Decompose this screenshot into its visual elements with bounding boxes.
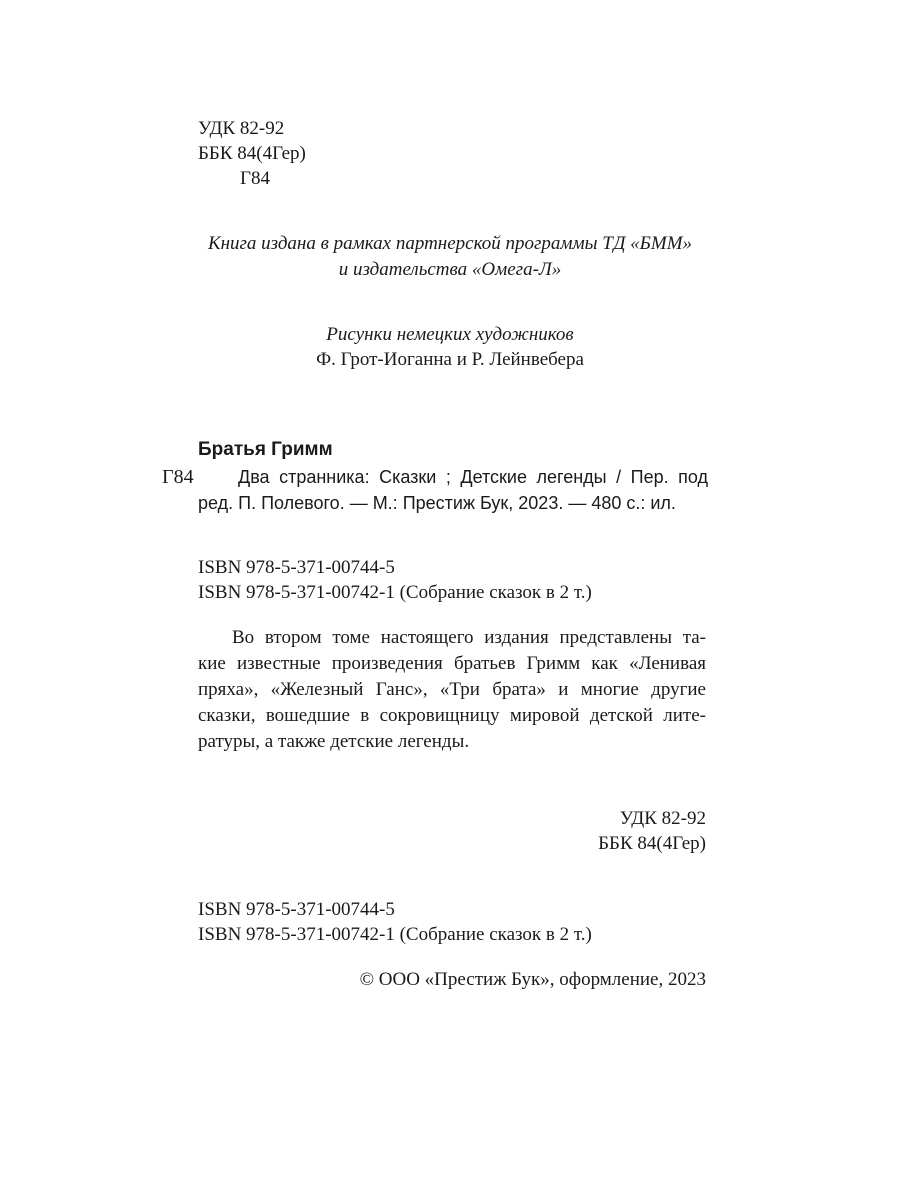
isbn-top-1: ISBN 978-5-371-00744-5 xyxy=(198,557,395,578)
annotation-line-4: сказки, вошедшие в сокровищницу мировой детской лите- xyxy=(198,705,706,726)
isbn-top-2: ISBN 978-5-371-00742-1 (Собрание сказок в 2 т.) xyxy=(198,582,592,603)
bibliographic-record-line-2: ред. П. Полевого. — М.: Престиж Бук, 2023. — 480 с.: ил. xyxy=(198,493,676,513)
author-mark-top: Г84 xyxy=(240,168,270,189)
bibliographic-record-line-1: Два странника: Сказки ; Детские легенды / Пер. под xyxy=(238,467,708,487)
copyright: © ООО «Престиж Бук», оформление, 2023 xyxy=(359,969,706,990)
isbn-bottom-2: ISBN 978-5-371-00742-1 (Собрание сказок в 2 т.) xyxy=(198,924,592,945)
bbk-bottom: ББК 84(4Гер) xyxy=(598,833,706,854)
partnership-note xyxy=(150,231,750,283)
udk-bottom: УДК 82-92 xyxy=(619,808,706,829)
annotation-line-3: пряха», «Железный Ганс», «Три брата» и многие другие xyxy=(198,679,706,700)
annotation-line-2: кие известные произведения братьев Гримм как «Ленивая xyxy=(198,653,706,674)
bbk-top: ББК 84(4Гер) xyxy=(198,143,306,164)
udk-top: УДК 82-92 xyxy=(198,118,285,139)
author-mark-record: Г84 xyxy=(162,466,194,488)
book-author: Братья Гримм xyxy=(198,439,333,460)
annotation-line-5: ратуры, а также детские легенды. xyxy=(198,731,470,752)
illustrations-credit-label: Рисунки немецких художников xyxy=(326,324,574,345)
isbn-bottom-1: ISBN 978-5-371-00744-5 xyxy=(198,899,395,920)
annotation-line-1: Во втором томе настоящего издания представлены та- xyxy=(232,627,706,648)
annotation xyxy=(198,625,706,755)
partnership-note-line-2: и издательства «Омега-Л» xyxy=(338,259,562,280)
partnership-note-line-1: Книга издана в рамках партнерской программы ТД «БММ» xyxy=(207,233,693,254)
illustrations-credit-names: Ф. Грот-Иоганна и Р. Лейнвебера xyxy=(316,349,584,370)
